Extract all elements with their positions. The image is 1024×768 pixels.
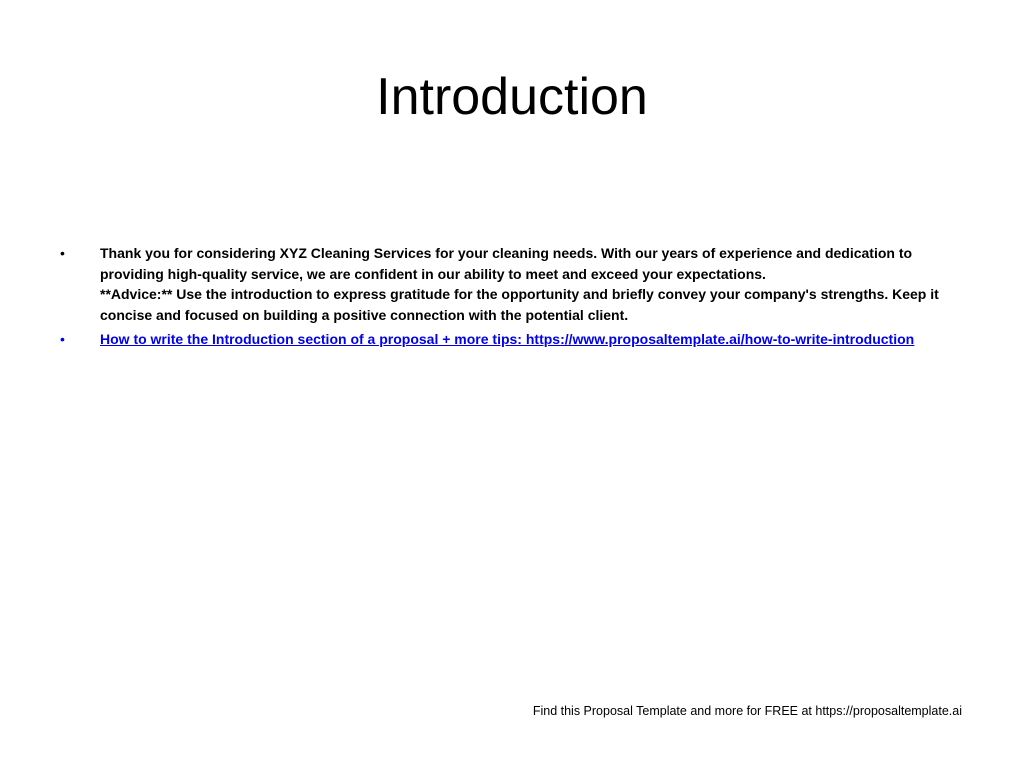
advice-paragraph: **Advice:** Use the introduction to express gratitude for the opportunity and briefly convey your company's strengths. Keep it concise and focused on building a positive connection with the potential client. [100, 286, 939, 323]
bullet-marker-icon: • [60, 245, 65, 261]
bullet-marker-icon: • [60, 331, 65, 347]
slide-title: Introduction [376, 68, 648, 126]
bullet-item-link[interactable] [0, 329, 1024, 350]
footer-note: Find this Proposal Template and more for FREE at https://proposaltemplate.ai [532, 704, 962, 718]
bullet-list [0, 243, 1024, 354]
how-to-write-introduction-link[interactable]: How to write the Introduction section of a proposal + more tips: https://www.proposaltemplate.ai/how-to-write-introduction [100, 331, 915, 347]
intro-paragraph: Thank you for considering XYZ Cleaning Services for your cleaning needs. With our years of experience and dedication to providing high-quality service, we are confident in our ability to meet and exceed your expectations. [100, 245, 913, 282]
bullet-item-intro [0, 243, 1024, 325]
